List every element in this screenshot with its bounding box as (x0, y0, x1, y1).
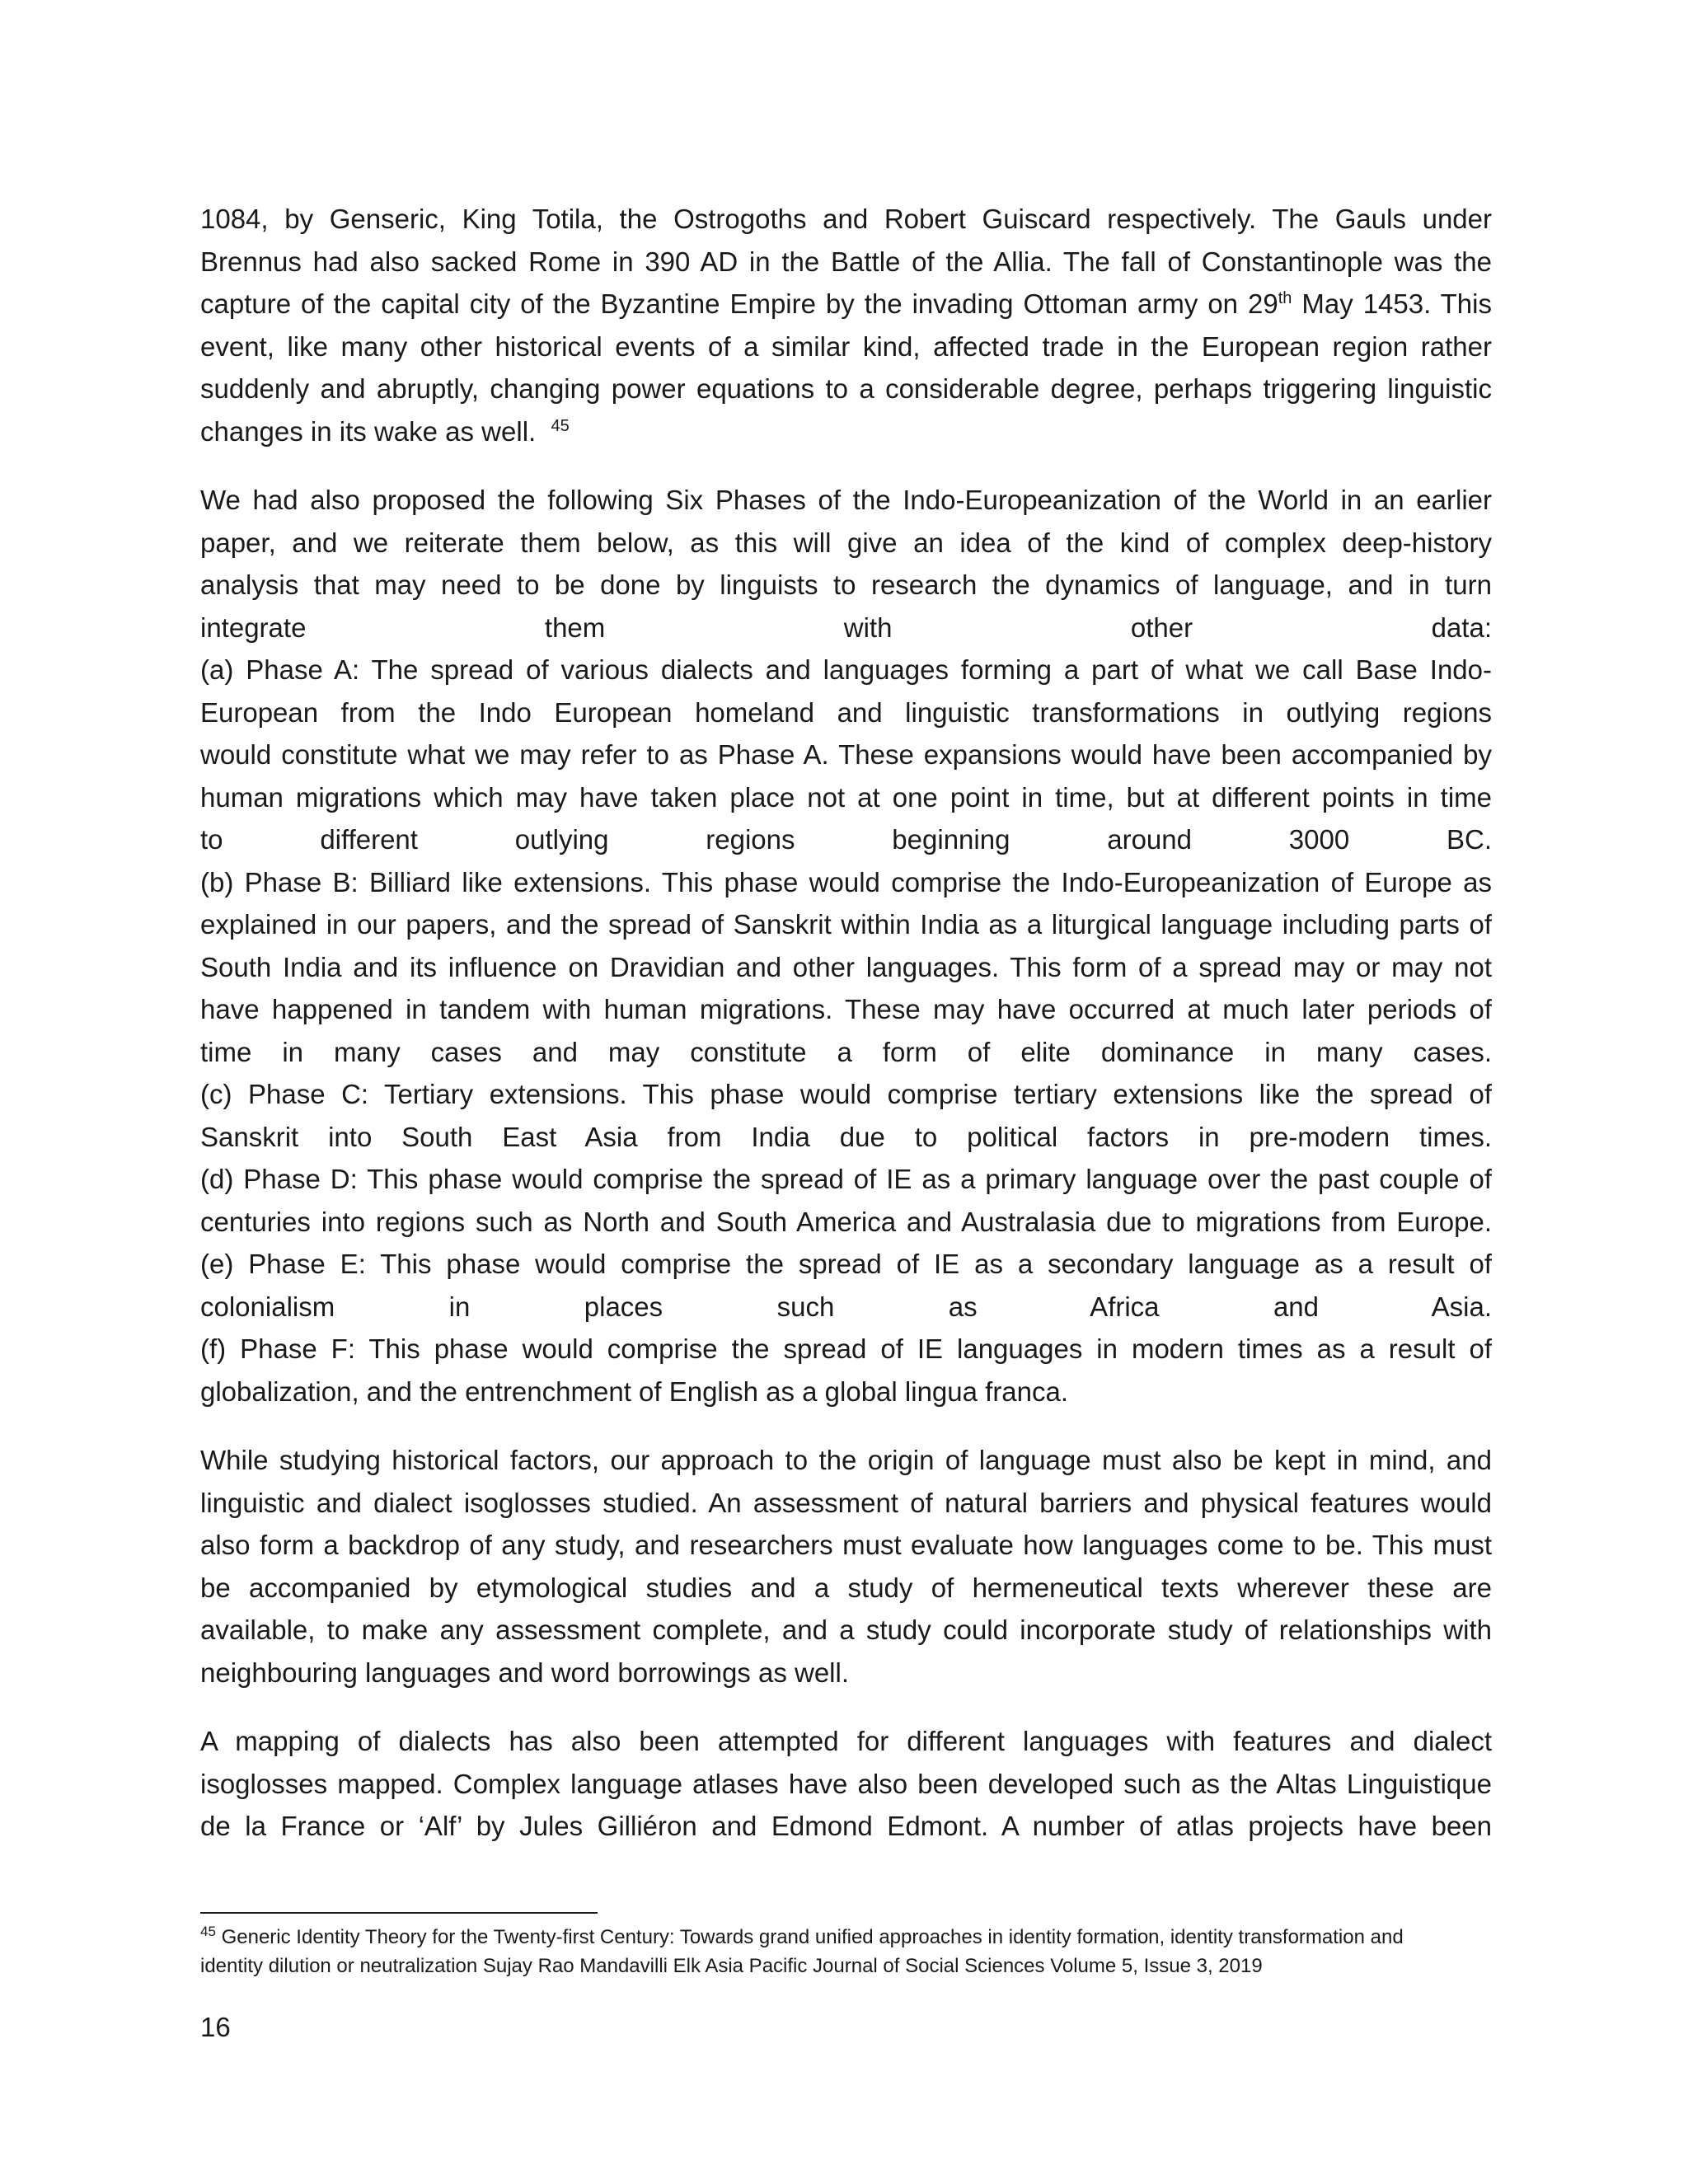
text-line (200, 410, 1492, 453)
text-line: be accompanied by etymological studies and a study of hermeneutical texts wherever these are (200, 1572, 1492, 1603)
text-line: neighbouring languages and word borrowings as well. (200, 1657, 850, 1688)
body-text (200, 198, 1492, 1874)
text-segment: changes in its wake as well. (200, 415, 537, 447)
text-line: South India and its influence on Dravidian and other languages. This form of a spread may or may not (200, 951, 1492, 982)
text-line: Brennus had also sacked Rome in 390 AD in the Battle of the Allia. The fall of Constantinople was the (200, 246, 1492, 277)
text-line: colonialism in places such as Africa and Asia. (200, 1291, 1492, 1322)
text-line: European from the Indo European homeland and linguistic transformations in outlying regions (200, 696, 1492, 728)
text-line: event, like many other historical events of a similar kind, affected trade in the European region rather (200, 330, 1492, 362)
footnote (200, 1923, 1492, 1980)
text-line: (f) Phase F: This phase would comprise the spread of IE languages in modern times as a result of (200, 1333, 1492, 1364)
text-line: integrate them with other data: (200, 612, 1492, 643)
text-line: also form a backdrop of any study, and researchers must evaluate how languages come to be. This must (200, 1530, 1492, 1560)
text-line: explained in our papers, and the spread of Sanskrit within India as a liturgical language including parts of (200, 909, 1492, 940)
text-line: (a) Phase A: The spread of various dialects and languages forming a part of what we call Base Indo- (200, 654, 1492, 685)
text-line: paper, and we reiterate them below, as this will give an idea of the kind of complex deep-history (200, 527, 1492, 558)
page-number: 16 (200, 2012, 231, 2042)
text-segment: capture of the capital city of the Byzantine Empire by the invading Ottoman army on 29 (200, 288, 1278, 319)
text-line: available, to make any assessment complete, and a study could incorporate study of relationships with (200, 1615, 1492, 1645)
ordinal-suffix: th (1278, 289, 1292, 307)
text-line: linguistic and dialect isoglosses studied. An assessment of natural barriers and physical features would (200, 1487, 1492, 1518)
text-line: human migrations which may have taken place not at one point in time, but at different points in time (200, 781, 1492, 813)
text-line: (e) Phase E: This phase would comprise the spread of IE as a secondary language as a result of (200, 1249, 1492, 1279)
paragraph-4 (200, 1720, 1492, 1848)
footnote-number: 45 (200, 1924, 216, 1939)
text-segment: May 1453. This (1292, 288, 1492, 319)
text-line: centuries into regions such as North and South America and Australasia due to migrations from Europe. (200, 1206, 1492, 1237)
footnote-line (200, 1923, 1492, 1952)
paragraph-2 (200, 479, 1492, 1413)
text-line: to different outlying regions beginning around 3000 BC. (200, 824, 1492, 855)
footnote-reference[interactable]: 45 (551, 416, 570, 435)
text-line: (b) Phase B: Billiard like extensions. This phase would comprise the Indo-Europeanization of Europe as (200, 866, 1492, 898)
footnote-line: identity dilution or neutralization Sujay Rao Mandavilli Elk Asia Pacific Journal of Social Sciences Volume 5, Issue 3, 2019 (200, 1955, 1263, 1977)
text-line: (c) Phase C: Tertiary extensions. This phase would comprise tertiary extensions like the spread of (200, 1079, 1492, 1109)
text-line: would constitute what we may refer to as Phase A. These expansions would have been accompanied by (200, 739, 1492, 770)
text-line: 1084, by Genseric, King Totila, the Ostrogoths and Robert Guiscard respectively. The Gauls under (200, 204, 1492, 234)
text-line: (d) Phase D: This phase would comprise the spread of IE as a primary language over the past couple of (200, 1164, 1492, 1194)
text-line: analysis that may need to be done by linguists to research the dynamics of language, and in turn (200, 569, 1492, 600)
text-line: Sanskrit into South East Asia from India due to political factors in pre-modern times. (200, 1121, 1492, 1152)
paragraph-1 (200, 198, 1492, 452)
footnote-text: Generic Identity Theory for the Twenty-first Century: Towards grand unified approaches in identity formation, identity transformation and (221, 1926, 1404, 1948)
paragraph-3 (200, 1439, 1492, 1694)
text-line: A mapping of dialects has also been attempted for different languages with features and dialect (200, 1726, 1492, 1756)
text-line: While studying historical factors, our approach to the origin of language must also be kept in mind, and (200, 1445, 1492, 1475)
text-line: have happened in tandem with human migrations. These may have occurred at much later periods of (200, 994, 1492, 1024)
text-line (200, 283, 1492, 326)
text-line: We had also proposed the following Six Phases of the Indo-Europeanization of the World in an earlier (200, 485, 1492, 515)
text-line: globalization, and the entrenchment of English as a global lingua franca. (200, 1376, 1069, 1407)
text-line: time in many cases and may constitute a form of elite dominance in many cases. (200, 1036, 1492, 1067)
text-line: de la France or ‘Alf’ by Jules Gilliéron and Edmond Edmont. A number of atlas projects have been (200, 1811, 1492, 1841)
footnote-separator (200, 1912, 598, 1914)
text-line: suddenly and abruptly, changing power equations to a considerable degree, perhaps triggering linguistic (200, 373, 1492, 404)
text-line: isoglosses mapped. Complex language atlases have also been developed such as the Altas Linguistique (200, 1768, 1492, 1799)
